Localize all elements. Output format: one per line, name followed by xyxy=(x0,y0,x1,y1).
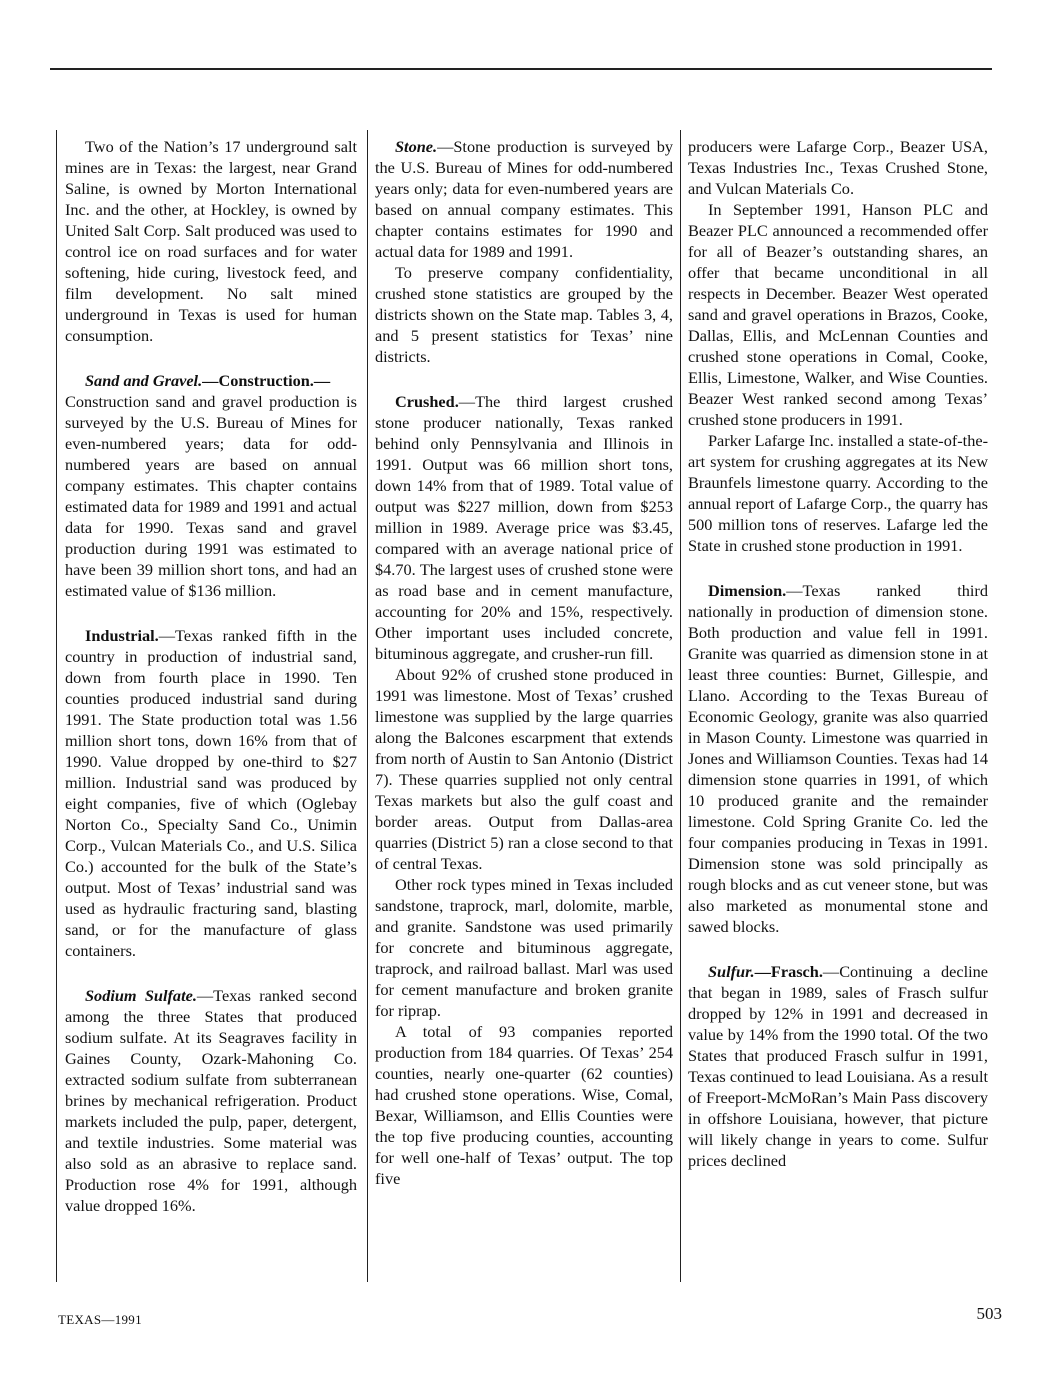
paragraph-dimension-stone: —Texas ranked third nationally in production of dimension stone. Both production and value fell in 1991. Granite was quarried as dimension stone in at least three counties: Burnet, Gillespie, and Llano. According to the Texas Bureau of Economic Geology, granite was also quarried in Mason County. Limestone was quarried in Jones and Williamson Counties. Texas had 14 dimension stone quarries in 1991, of which 10 produced granite and the remainder limestone. Cold Spring Granite Co. led the four companies producing in Texas in 1991. Dimension stone was sold principally as rough blocks and as cut veneer stone, but was also marketed as monumental stone and sawed blocks. xyxy=(688,581,988,936)
section-industrial xyxy=(65,625,357,961)
paragraph-companies: A total of 93 companies reported production from 184 quarries. Of Texas’ 254 counties, nearly one-quarter (62 counties) had crushed stone operations. Wise, Comal, Bexar, Williamson, and Ellis Counties were the top five producing counties, accounting for well one-half of Texas’ output. The top five xyxy=(375,1022,673,1188)
paragraph-industrial-sand: —Texas ranked fifth in the country in production of industrial sand, down from fourth place in 1990. Ten counties produced industrial sand during 1991. The State production total was 1.56 million short tons, down 16% from that of 1990. Value dropped by one-third to $27 million. Industrial sand was produced by eight companies, five of which (Oglebay Norton Co., Specialty Sand Co., Unimin Corp., Vulcan Materials Co., and U.S. Silica Co.) accounted for the bulk of the State’s output. Most of Texas’ industrial sand was used as hydraulic fracturing sand, blasting sand, or for the manufacture of glass containers. xyxy=(65,626,357,960)
heading-sodium-sulfate: Sodium Sulfate. xyxy=(85,986,197,1005)
paragraph-top-producers: producers were Lafarge Corp., Beazer USA, Texas Industries Inc., Texas Crushed Stone, and Vulcan Materials Co. xyxy=(688,137,988,198)
heading-sand-gravel: Sand and Gravel. xyxy=(85,371,203,390)
page-number: 503 xyxy=(976,1304,1002,1323)
running-footer: TEXAS—1991 xyxy=(58,1312,142,1327)
heading-stone: Stone. xyxy=(395,137,438,156)
text-column-2 xyxy=(375,132,673,1282)
paragraph-hanson-beazer: In September 1991, Hanson PLC and Beazer PLC announced a recommended offer for all of Beazer’s outstanding shares, an offer that became unconditional in all respects in December. Beazer West operated sand and gravel operations in Brazos, Cooke, Dallas, Ellis, and McLennan Counties and crushed stone operations in Comal, Cooke, Ellis, Limestone, Walker, and Wise Counties. Beazer West ranked second among Texas’ crushed stone producers in 1991. xyxy=(688,200,988,429)
paragraph-frasch-sulfur: —Continuing a decline that began in 1989, sales of Frasch sulfur dropped by 12% in 1991 and decreased in value by 14% from the 1990 total. Of the two States that produced Frasch sulfur in 1991, Texas continued to lead Louisiana. As a result of Freeport-McMoRan’s Main Pass discovery in offshore Louisiana, however, that picture will likely change in years to come. Sulfur prices declined xyxy=(688,962,988,1170)
heading-sulfur: Sulfur. xyxy=(708,962,755,981)
paragraph-parker-lafarge: Parker Lafarge Inc. installed a state-of-the-art system for crushing aggregates at its New Braunfels limestone quarry. According to the annual report of Lafarge Corp., the quarry has 500 million tons of reserves. Lafarge led the State in crushed stone production in 1991. xyxy=(688,431,988,555)
heading-crushed: Crushed. xyxy=(395,392,459,411)
paragraph-other-rock: Other rock types mined in Texas included sandstone, traprock, marl, dolomite, marble, and granite. Sandstone was used primarily for concrete and bituminous aggregate, traprock, and railroad ballast. Marl was used for cement manufacture and broken granite for riprap. xyxy=(375,875,673,1020)
section-sand-gravel-heading xyxy=(65,370,357,391)
paragraph-salt-mines: Two of the Nation’s 17 underground salt mines are in Texas: the largest, near Grand Saline, is owned by Morton International Inc. and the other, at Hockley, is owned by United Salt Corp. Salt produced was used to control ice on road surfaces and for water softening, hide curing, livestock feed, and film development. No salt mined underground in Texas is used for human consumption. xyxy=(65,137,357,345)
column-rule-left xyxy=(56,130,57,1282)
heading-construction: —Construction.— xyxy=(202,371,331,390)
section-dimension xyxy=(688,580,988,937)
section-sodium-sulfate xyxy=(65,985,357,1216)
text-column-1 xyxy=(65,132,357,1282)
section-stone xyxy=(375,136,673,262)
heading-industrial: Industrial. xyxy=(85,626,159,645)
paragraph-confidentiality: To preserve company confidentiality, crushed stone statistics are grouped by the districts shown on the State map. Tables 3, 4, and 5 present statistics for Texas’ nine districts. xyxy=(375,263,673,366)
paragraph-stone-survey: —Stone production is surveyed by the U.S. Bureau of Mines for odd-numbered years only; data for even-numbered years are based on annual company estimates. This chapter contains estimates for 1990 and actual data for 1989 and 1991. xyxy=(375,137,673,261)
heading-frasch: —Frasch. xyxy=(754,962,823,981)
heading-dimension: Dimension. xyxy=(708,581,787,600)
column-rule-center-right xyxy=(680,130,681,1282)
paragraph-limestone: About 92% of crushed stone produced in 1991 was limestone. Most of Texas’ crushed limestone was supplied by the large quarries along the Balcones escarpment that extends from north of Austin to San Antonio (District 7). These quarries supplied not only central Texas markets but also the gulf coast and border areas. Output from Dallas-area quarries (District 5) ran a close second to that of central Texas. xyxy=(375,665,673,873)
paragraph-sodium-sulfate: —Texas ranked second among the three States that produced sodium sulfate. At its Seagraves facility in Gaines County, Ozark-Mahoning Co. extracted sodium sulfate from subterranean brines by mechanical refrigeration. Product markets included the pulp, paper, detergent, and textile industries. Some material was also sold as an abrasive to replace sand. Production rose 4% for 1991, although value dropped 16%. xyxy=(65,986,357,1215)
text-column-3 xyxy=(688,132,988,1282)
column-rule-center-left xyxy=(367,130,368,1282)
section-crushed xyxy=(375,391,673,664)
paragraph-crushed-stone: —The third largest crushed stone producer nationally, Texas ranked behind only Pennsylvania and Illinois in 1991. Output was 66 million short tons, down 14% from that of 1989. Total value of output was $227 million, down from $253 million in 1989. Average price was $3.45, compared with an average national price of $4.70. The largest uses of crushed stone were as road base and in cement manufacture, accounting for 20% and 15%, respectively. Other important uses included concrete, bituminous aggregate, and crusher-run fill. xyxy=(375,392,673,663)
paragraph-construction-sand: Construction sand and gravel production is surveyed by the U.S. Bureau of Mines for even-numbered years; data for odd-numbered years are based on annual company estimates. This chapter contains estimated data for 1989 and 1991 and actual data for 1990. Texas sand and gravel production during 1991 was estimated to have been 39 million short tons, and had an estimated value of $136 million. xyxy=(65,392,357,600)
section-sulfur xyxy=(688,961,988,1171)
header-rule xyxy=(50,68,992,70)
